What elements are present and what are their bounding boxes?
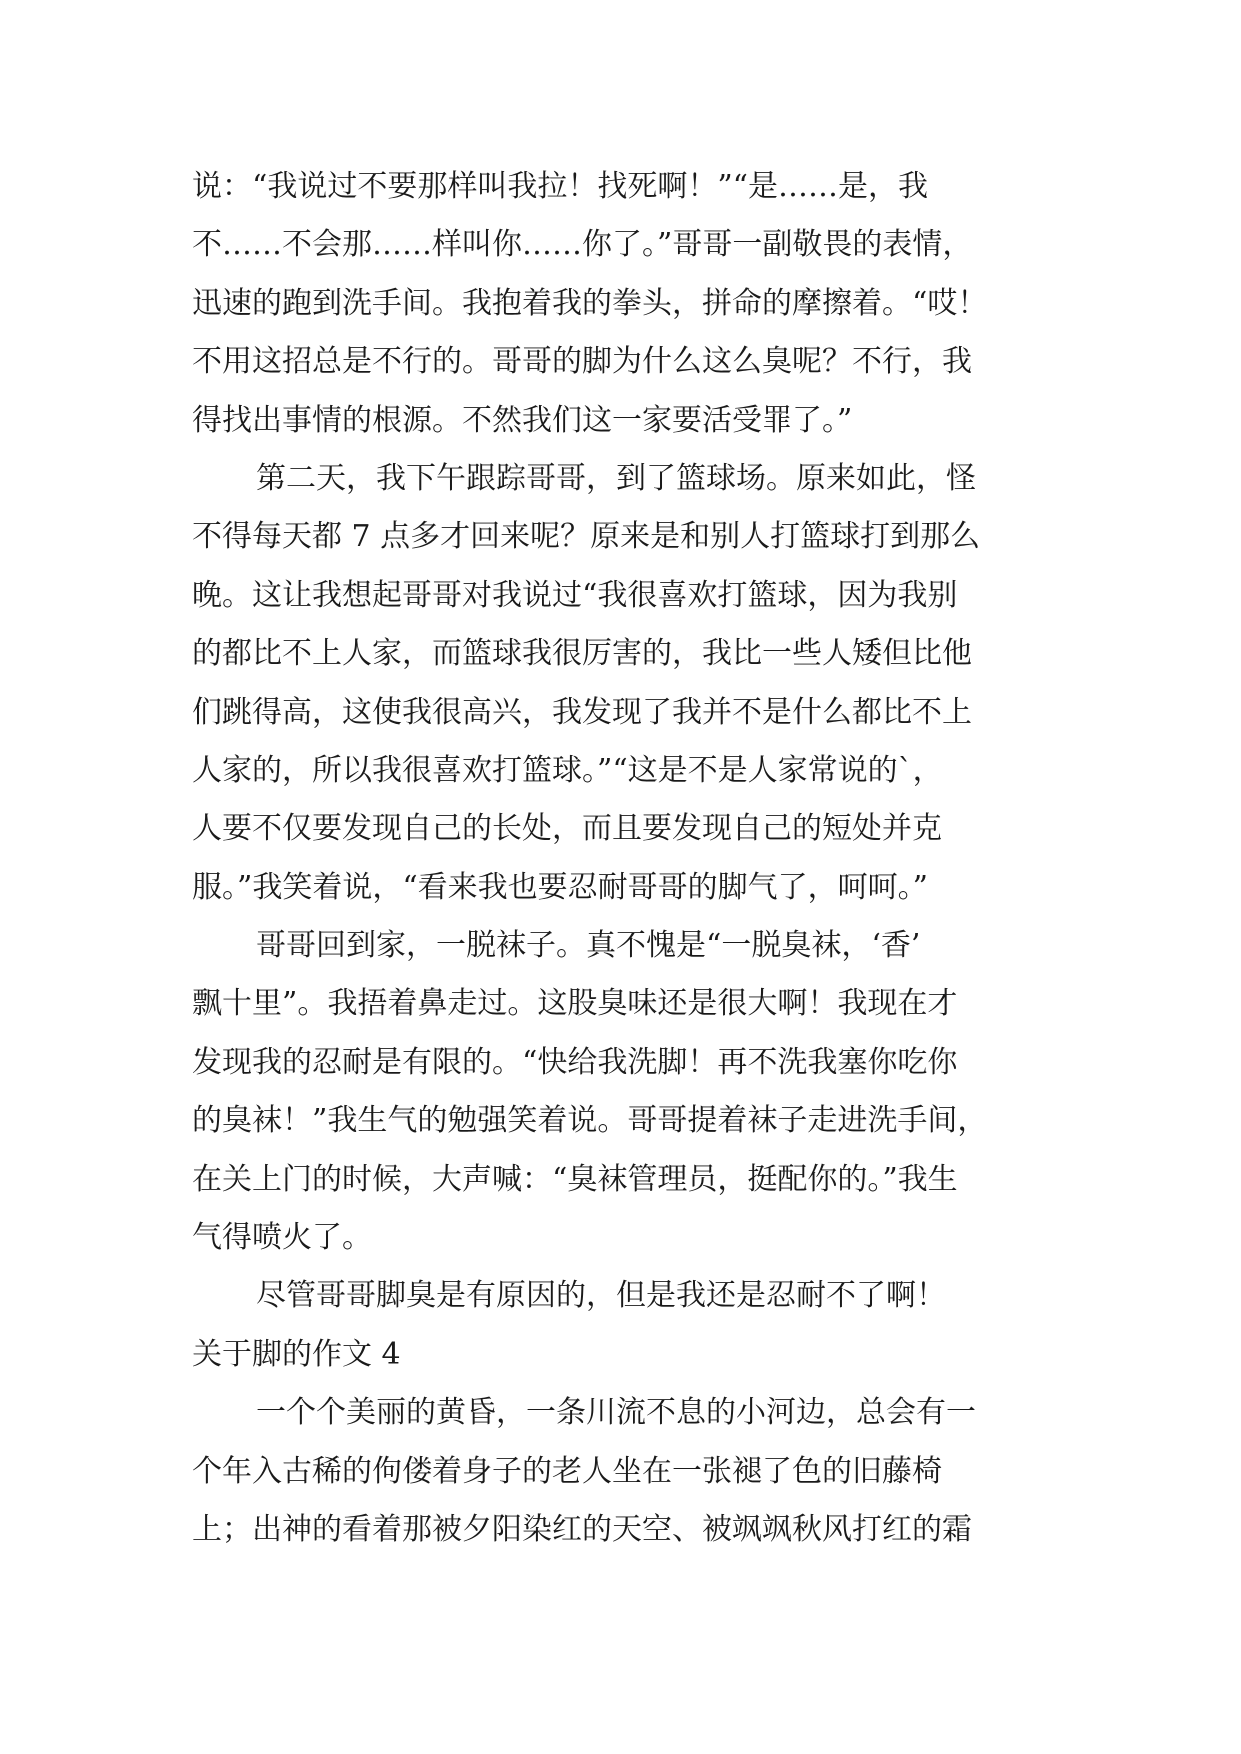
text-line: 飘十里”。我捂着鼻走过。这股臭味还是很大啊！我现在才	[192, 986, 958, 1022]
text-line: 得找出事情的根源。不然我们这一家要活受罪了。”	[192, 402, 853, 438]
text-line: 人要不仅要发现自己的长处，而且要发现自己的短处并克	[192, 811, 942, 847]
text-line: 服。”我笑着说，“看来我也要忍耐哥哥的脚气了，呵呵。”	[192, 869, 929, 905]
text-line: 迅速的跑到洗手间。我抱着我的拳头，拼命的摩擦着。“哎！	[192, 285, 988, 321]
paragraph-first-line: 一个个美丽的黄昏，一条川流不息的小河边，总会有一	[256, 1395, 976, 1431]
essay-body	[192, 158, 1072, 1559]
text-line: 说：“我说过不要那样叫我拉！找死啊！”“是……是，我	[192, 169, 929, 204]
text-line: 不……不会那……样叫你……你了。”哥哥一副敬畏的表情，	[192, 227, 973, 263]
text-line: 上；出神的看着那被夕阳染红的天空、被飒飒秋风打红的霜	[192, 1511, 972, 1547]
paragraph-first-line: 第二天，我下午跟踪哥哥，到了篮球场。原来如此，怪	[256, 460, 976, 496]
text-line: 在关上门的时候，大声喊：“臭袜管理员，挺配你的。”我生	[192, 1161, 958, 1197]
text-line: 们跳得高，这使我很高兴，我发现了我并不是什么都比不上	[192, 694, 972, 730]
text-line: 不得每天都 7 点多才回来呢？原来是和别人打篮球打到那么	[192, 519, 981, 555]
text-line: 个年入古稀的佝偻着身子的老人坐在一张褪了色的旧藤椅	[192, 1453, 942, 1489]
paragraph-first-line: 尽管哥哥脚臭是有原因的，但是我还是忍耐不了啊！	[256, 1278, 946, 1314]
text-line: 气得喷火了。	[192, 1220, 372, 1256]
text-line: 发现我的忍耐是有限的。“快给我洗脚！再不洗我塞你吃你	[192, 1044, 958, 1080]
text-line: 晚。这让我想起哥哥对我说过“我很喜欢打篮球，因为我别	[192, 577, 958, 613]
text-line: 的都比不上人家，而篮球我很厉害的，我比一些人矮但比他	[192, 636, 972, 672]
text-line: 不用这招总是不行的。哥哥的脚为什么这么臭呢？不行，我	[192, 344, 972, 380]
text-line: 的臭袜！”我生气的勉强笑着说。哥哥提着袜子走进洗手间，	[192, 1103, 988, 1139]
paragraph-first-line: 哥哥回到家，一脱袜子。真不愧是“一脱臭袜，‘香’	[256, 928, 921, 964]
text-line: 关于脚的作文 4	[192, 1336, 401, 1372]
text-line: 人家的，所以我很喜欢打篮球。”“这是不是人家常说的`，	[192, 752, 943, 788]
